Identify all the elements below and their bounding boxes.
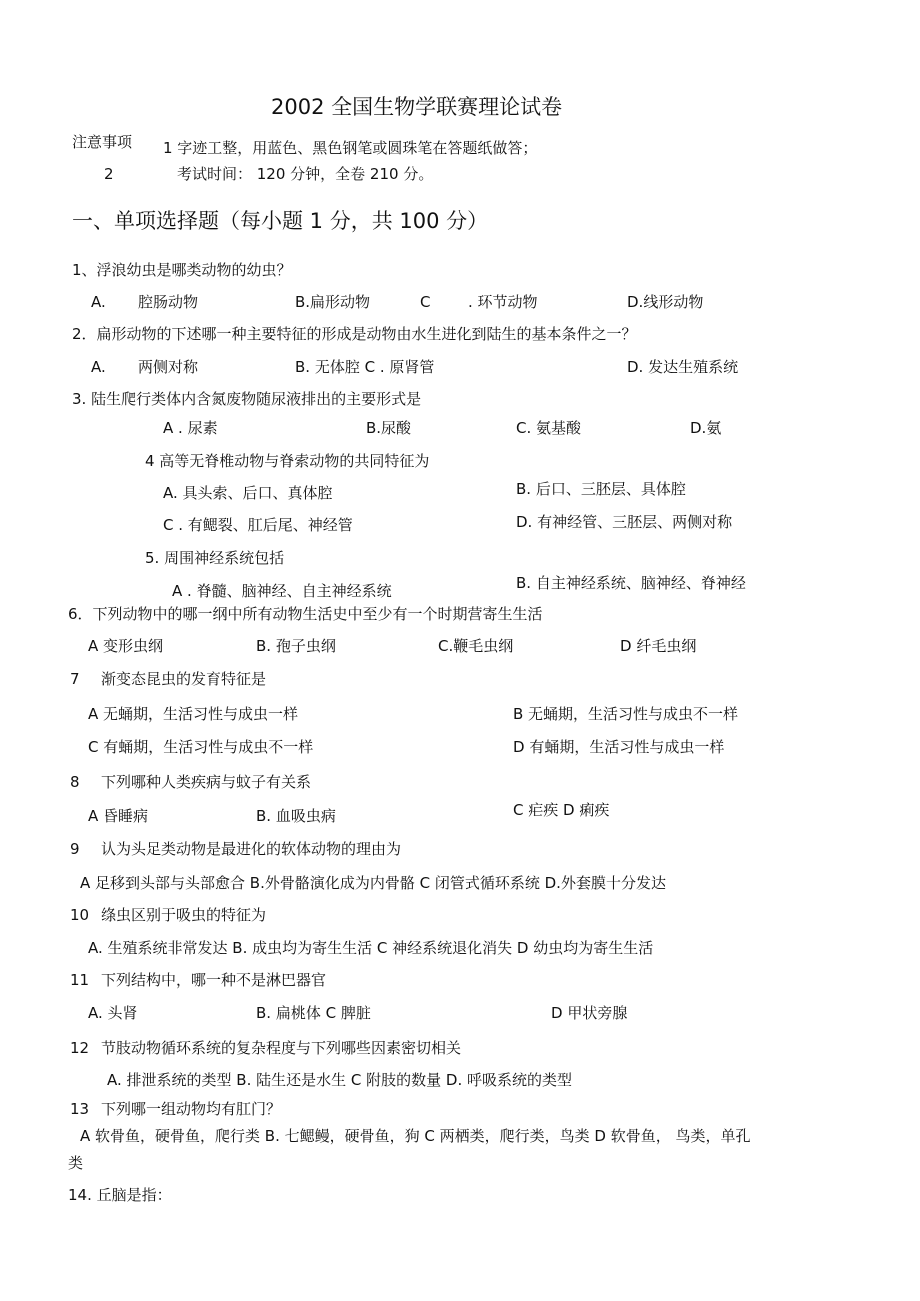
question-6-option-d: D 纤毛虫纲: [620, 637, 697, 655]
question-2-option-a: 两侧对称: [138, 358, 199, 376]
question-1-option-a-label: A.: [91, 293, 106, 311]
question-12-options: A. 排泄系统的类型 B. 陆生还是水生 C 附肢的数量 D. 呼吸系统的类型: [107, 1071, 572, 1089]
question-12-stem: 节肢动物循环系统的复杂程度与下列哪些因素密切相关: [101, 1039, 462, 1057]
question-11-stem: 下列结构中，哪一种不是淋巴器官: [101, 971, 327, 989]
question-8-number: 8: [70, 773, 80, 791]
question-8-option-b: B. 血吸虫病: [256, 807, 336, 825]
question-9-options: A 足移到头部与头部愈合 B.外骨骼演化成为内骨骼 C 闭管式循环系统 D.外套膜十分发达: [80, 874, 666, 892]
question-4-option-c: C . 有鳃裂、肛后尾、神经管: [163, 516, 353, 534]
page-title: 2002 全国生物学联赛理论试卷: [271, 95, 563, 119]
question-7-stem: 渐变态昆虫的发育特征是: [101, 670, 267, 688]
question-13-stem: 下列哪一组动物均有肛门？: [101, 1100, 282, 1118]
section-heading: 一、单项选择题（每小题 1 分，共 100 分）: [72, 209, 489, 233]
question-1-option-c: . 环节动物: [468, 293, 538, 311]
question-9-stem: 认为头足类动物是最进化的软体动物的理由为: [101, 840, 402, 858]
question-13-options-continued: 类: [68, 1154, 84, 1172]
question-6-option-c: C.鞭毛虫纲: [438, 637, 514, 655]
question-5-option-b: B. 自主神经系统、脑神经、脊神经: [516, 574, 746, 592]
question-7-option-a: A 无蛹期，生活习性与成虫一样: [88, 705, 299, 723]
question-13-options: A 软骨鱼，硬骨鱼，爬行类 B. 七鳃鳗，硬骨鱼，狗 C 两栖类，爬行类，鸟类 D 软骨鱼， 鸟类，单孔: [80, 1127, 751, 1145]
question-11-number: 11: [70, 971, 90, 989]
question-7-option-b: B 无蛹期，生活习性与成虫不一样: [513, 705, 739, 723]
question-12-number: 12: [70, 1039, 90, 1057]
question-2-option-bc: B. 无体腔 C . 原肾管: [295, 358, 435, 376]
question-1-option-d: D.线形动物: [627, 293, 704, 311]
question-4-stem: 4 高等无脊椎动物与脊索动物的共同特征为: [145, 452, 430, 470]
question-1-stem: 1、浮浪幼虫是哪类动物的幼虫？: [72, 261, 292, 279]
question-3-option-b: B.尿酸: [366, 419, 412, 437]
note-item-1: 1 字迹工整，用蓝色、黑色钢笔或圆珠笔在答题纸做答；: [163, 139, 538, 157]
question-1-option-b: B.扁形动物: [295, 293, 371, 311]
question-1-option-a: 腔肠动物: [138, 293, 199, 311]
question-8-option-a: A 昏睡病: [88, 807, 149, 825]
note-item-2: 考试时间： 120 分钟，全卷 210 分。: [177, 165, 434, 183]
question-3-option-d: D.氨: [690, 419, 722, 437]
question-8-options-cd-cropped: C 疟疾 D 痢疾: [513, 801, 610, 819]
question-13-number: 13: [70, 1100, 90, 1118]
question-3-option-c: C. 氨基酸: [516, 419, 582, 437]
question-7-number: 7: [70, 670, 80, 688]
question-10-stem: 绦虫区别于吸虫的特征为: [101, 906, 267, 924]
question-11-option-bc: B. 扁桃体 C 脾脏: [256, 1004, 371, 1022]
question-7-option-d: D 有蛹期，生活习性与成虫一样: [513, 738, 725, 756]
question-1-option-c-label: C: [420, 293, 431, 311]
question-11-option-a: A. 头肾: [88, 1004, 138, 1022]
question-14-stem: 14. 丘脑是指：: [68, 1186, 172, 1204]
question-7-option-c: C 有蛹期，生活习性与成虫不一样: [88, 738, 314, 756]
question-10-number: 10: [70, 906, 90, 924]
question-5-option-a: A . 脊髓、脑神经、自主神经系统: [172, 582, 392, 600]
question-3-stem: 3. 陆生爬行类体内含氮废物随尿液排出的主要形式是: [72, 390, 422, 408]
question-11-option-d: D 甲状旁腺: [551, 1004, 628, 1022]
question-5-stem: 5. 周围神经系统包括: [145, 549, 285, 567]
question-6-stem: 6．下列动物中的哪一纲中所有动物生活史中至少有一个时期营寄生生活: [68, 605, 543, 623]
question-3-option-a: A . 尿素: [163, 419, 218, 437]
notes-label: 注意事项: [72, 133, 133, 151]
question-9-number: 9: [70, 840, 80, 858]
question-2-option-d: D. 发达生殖系统: [627, 358, 739, 376]
note-item-2-number: 2: [104, 165, 114, 183]
question-4-option-a: A. 具头索、后口、真体腔: [163, 484, 333, 502]
question-6-option-a: A 变形虫纲: [88, 637, 164, 655]
question-2-option-a-label: A.: [91, 358, 106, 376]
question-8-stem: 下列哪种人类疾病与蚊子有关系: [101, 773, 312, 791]
question-6-option-b: B. 孢子虫纲: [256, 637, 336, 655]
question-10-options: A. 生殖系统非常发达 B. 成虫均为寄生生活 C 神经系统退化消失 D 幼虫均为寄生生活: [88, 939, 654, 957]
question-2-stem: 2．扁形动物的下述哪一种主要特征的形成是动物由水生进化到陆生的基本条件之一？: [72, 325, 637, 343]
question-4-option-d: D. 有神经管、三胚层、两侧对称: [516, 513, 733, 531]
question-4-option-b: B. 后口、三胚层、具体腔: [516, 480, 686, 498]
